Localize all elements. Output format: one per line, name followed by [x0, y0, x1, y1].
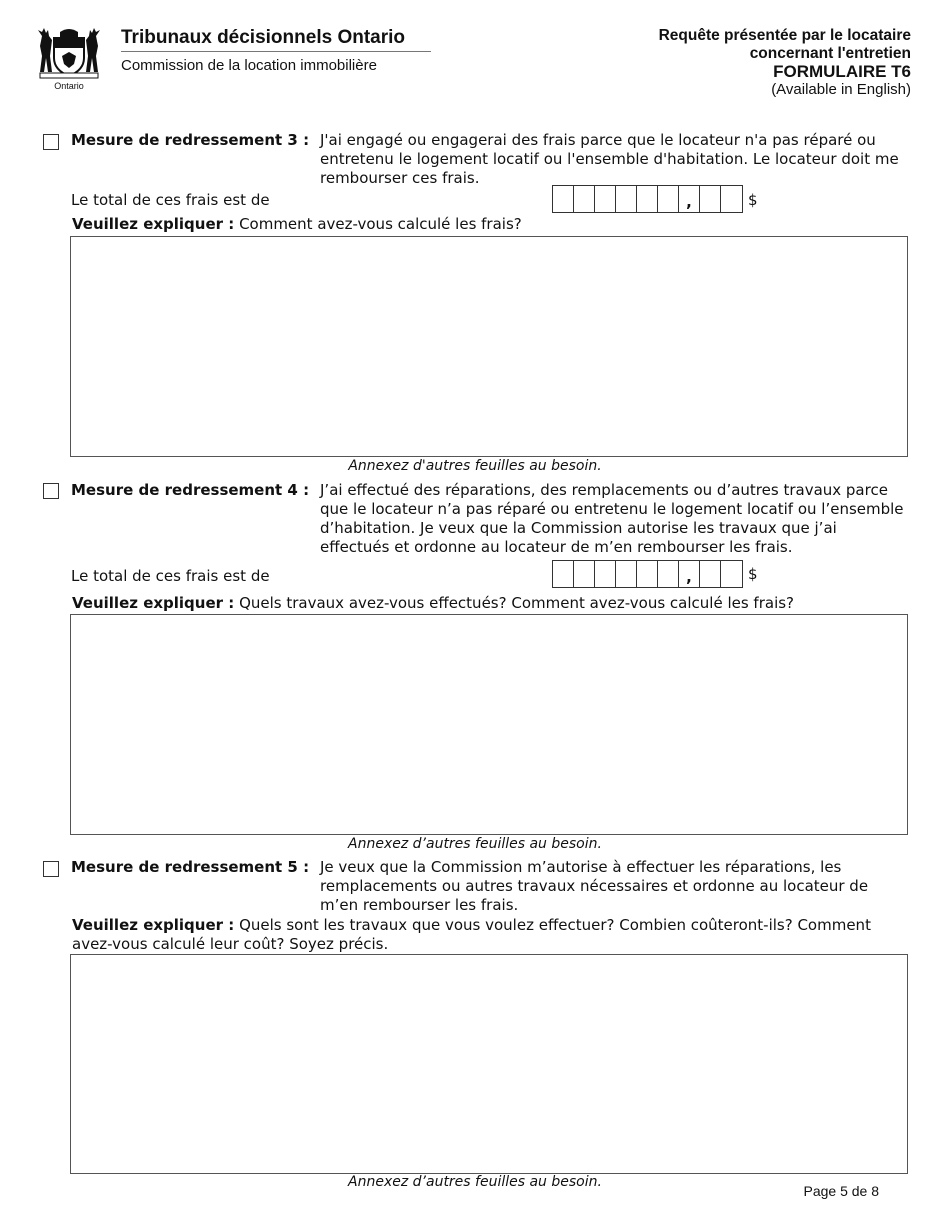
remedy5-explain-label: Veuillez expliquer : — [72, 916, 235, 934]
remedy4-explain — [72, 594, 794, 612]
language-note: (Available in English) — [771, 81, 911, 98]
amount-digit-cell[interactable] — [637, 186, 658, 212]
commission-name: Commission de la location immobilière — [121, 57, 377, 74]
form-title-block — [659, 27, 911, 99]
remedy3-explain-label: Veuillez expliquer : — [72, 215, 235, 233]
remedy4-total-label: Le total de ces frais est de — [71, 567, 270, 585]
decimal-separator: , — [679, 561, 700, 587]
remedy4-description: J’ai effectué des réparations, des remplacements ou d’autres travaux parce que le locateur n’a pas réparé ou entretenu le logement locatif ou l’ensemble d’habitation. Je veux que la Commission autorise les travaux que j’ai effectués et ordonne au locateur de m’en rembourser les frais. — [320, 481, 904, 556]
remedy4-label: Mesure de redressement 4 : — [71, 481, 310, 499]
amount-digit-cell[interactable] — [658, 186, 679, 212]
remedy5-label: Mesure de redressement 5 : — [71, 858, 310, 876]
remedy4-explain-question: Quels travaux avez-vous effectués? Comment avez-vous calculé les frais? — [239, 594, 795, 612]
remedy3-total-label: Le total de ces frais est de — [71, 191, 270, 209]
remedy4-currency: $ — [748, 565, 758, 583]
remedy3-attach-note: Annexez d'autres feuilles au besoin. — [348, 458, 602, 474]
remedy3-description: J'ai engagé ou engagerai des frais parce que le locateur n'a pas réparé ou entretenu le logement locatif ou l'ensemble d'habitation. Le locateur doit me rembourser ces frais. — [320, 131, 899, 187]
amount-digit-cell[interactable] — [637, 561, 658, 587]
remedy5-explain — [72, 916, 914, 954]
remedy4-attach-note: Annexez d’autres feuilles au besoin. — [348, 836, 602, 852]
remedy4-amount-field[interactable] — [552, 560, 743, 588]
decimal-separator: , — [679, 186, 700, 212]
remedy5-attach-note: Annexez d’autres feuilles au besoin. — [348, 1174, 602, 1190]
amount-digit-cell[interactable] — [553, 186, 574, 212]
amount-digit-cell[interactable] — [574, 186, 595, 212]
form-code: FORMULAIRE T6 — [773, 62, 911, 81]
remedy5-checkbox[interactable] — [43, 861, 59, 877]
remedy3-explanation-textarea[interactable] — [70, 236, 908, 457]
remedy4-explanation-textarea[interactable] — [70, 614, 908, 835]
remedy5-description: Je veux que la Commission m’autorise à effectuer les réparations, les remplacements ou autres travaux nécessaires et ordonne au locateur de m’en rembourser les frais. — [320, 858, 869, 914]
amount-digit-cell[interactable] — [553, 561, 574, 587]
amount-digit-cell[interactable] — [658, 561, 679, 587]
amount-cents-cell[interactable] — [700, 561, 721, 587]
remedy4-explain-label: Veuillez expliquer : — [72, 594, 235, 612]
remedy4-checkbox[interactable] — [43, 483, 59, 499]
remedy5-explain-question: Quels sont les travaux que vous voulez effectuer? Combien coûteront-ils? Comment avez-vous calculé leur coût? Soyez précis. — [72, 916, 871, 953]
logo-caption: Ontario — [54, 81, 84, 91]
header-divider — [121, 51, 431, 52]
remedy3-explain-question: Comment avez-vous calculé les frais? — [239, 215, 522, 233]
amount-digit-cell[interactable] — [595, 186, 616, 212]
remedy3-label: Mesure de redressement 3 : — [71, 131, 310, 149]
form-title-line2: concernant l'entretien — [749, 45, 911, 62]
remedy3-explain — [72, 215, 522, 233]
remedy5-explanation-textarea[interactable] — [70, 954, 908, 1174]
amount-cents-cell[interactable] — [721, 186, 742, 212]
form-title-line1: Requête présentée par le locataire — [658, 27, 911, 44]
remedy3-amount-field[interactable] — [552, 185, 743, 213]
remedy3-checkbox[interactable] — [43, 134, 59, 150]
amount-cents-cell[interactable] — [721, 561, 742, 587]
tribunal-name: Tribunaux décisionnels Ontario — [121, 27, 405, 48]
amount-cents-cell[interactable] — [700, 186, 721, 212]
amount-digit-cell[interactable] — [595, 561, 616, 587]
amount-digit-cell[interactable] — [616, 561, 637, 587]
amount-digit-cell[interactable] — [574, 561, 595, 587]
page-number: Page 5 de 8 — [803, 1183, 879, 1199]
remedy3-currency: $ — [748, 191, 758, 209]
amount-digit-cell[interactable] — [616, 186, 637, 212]
